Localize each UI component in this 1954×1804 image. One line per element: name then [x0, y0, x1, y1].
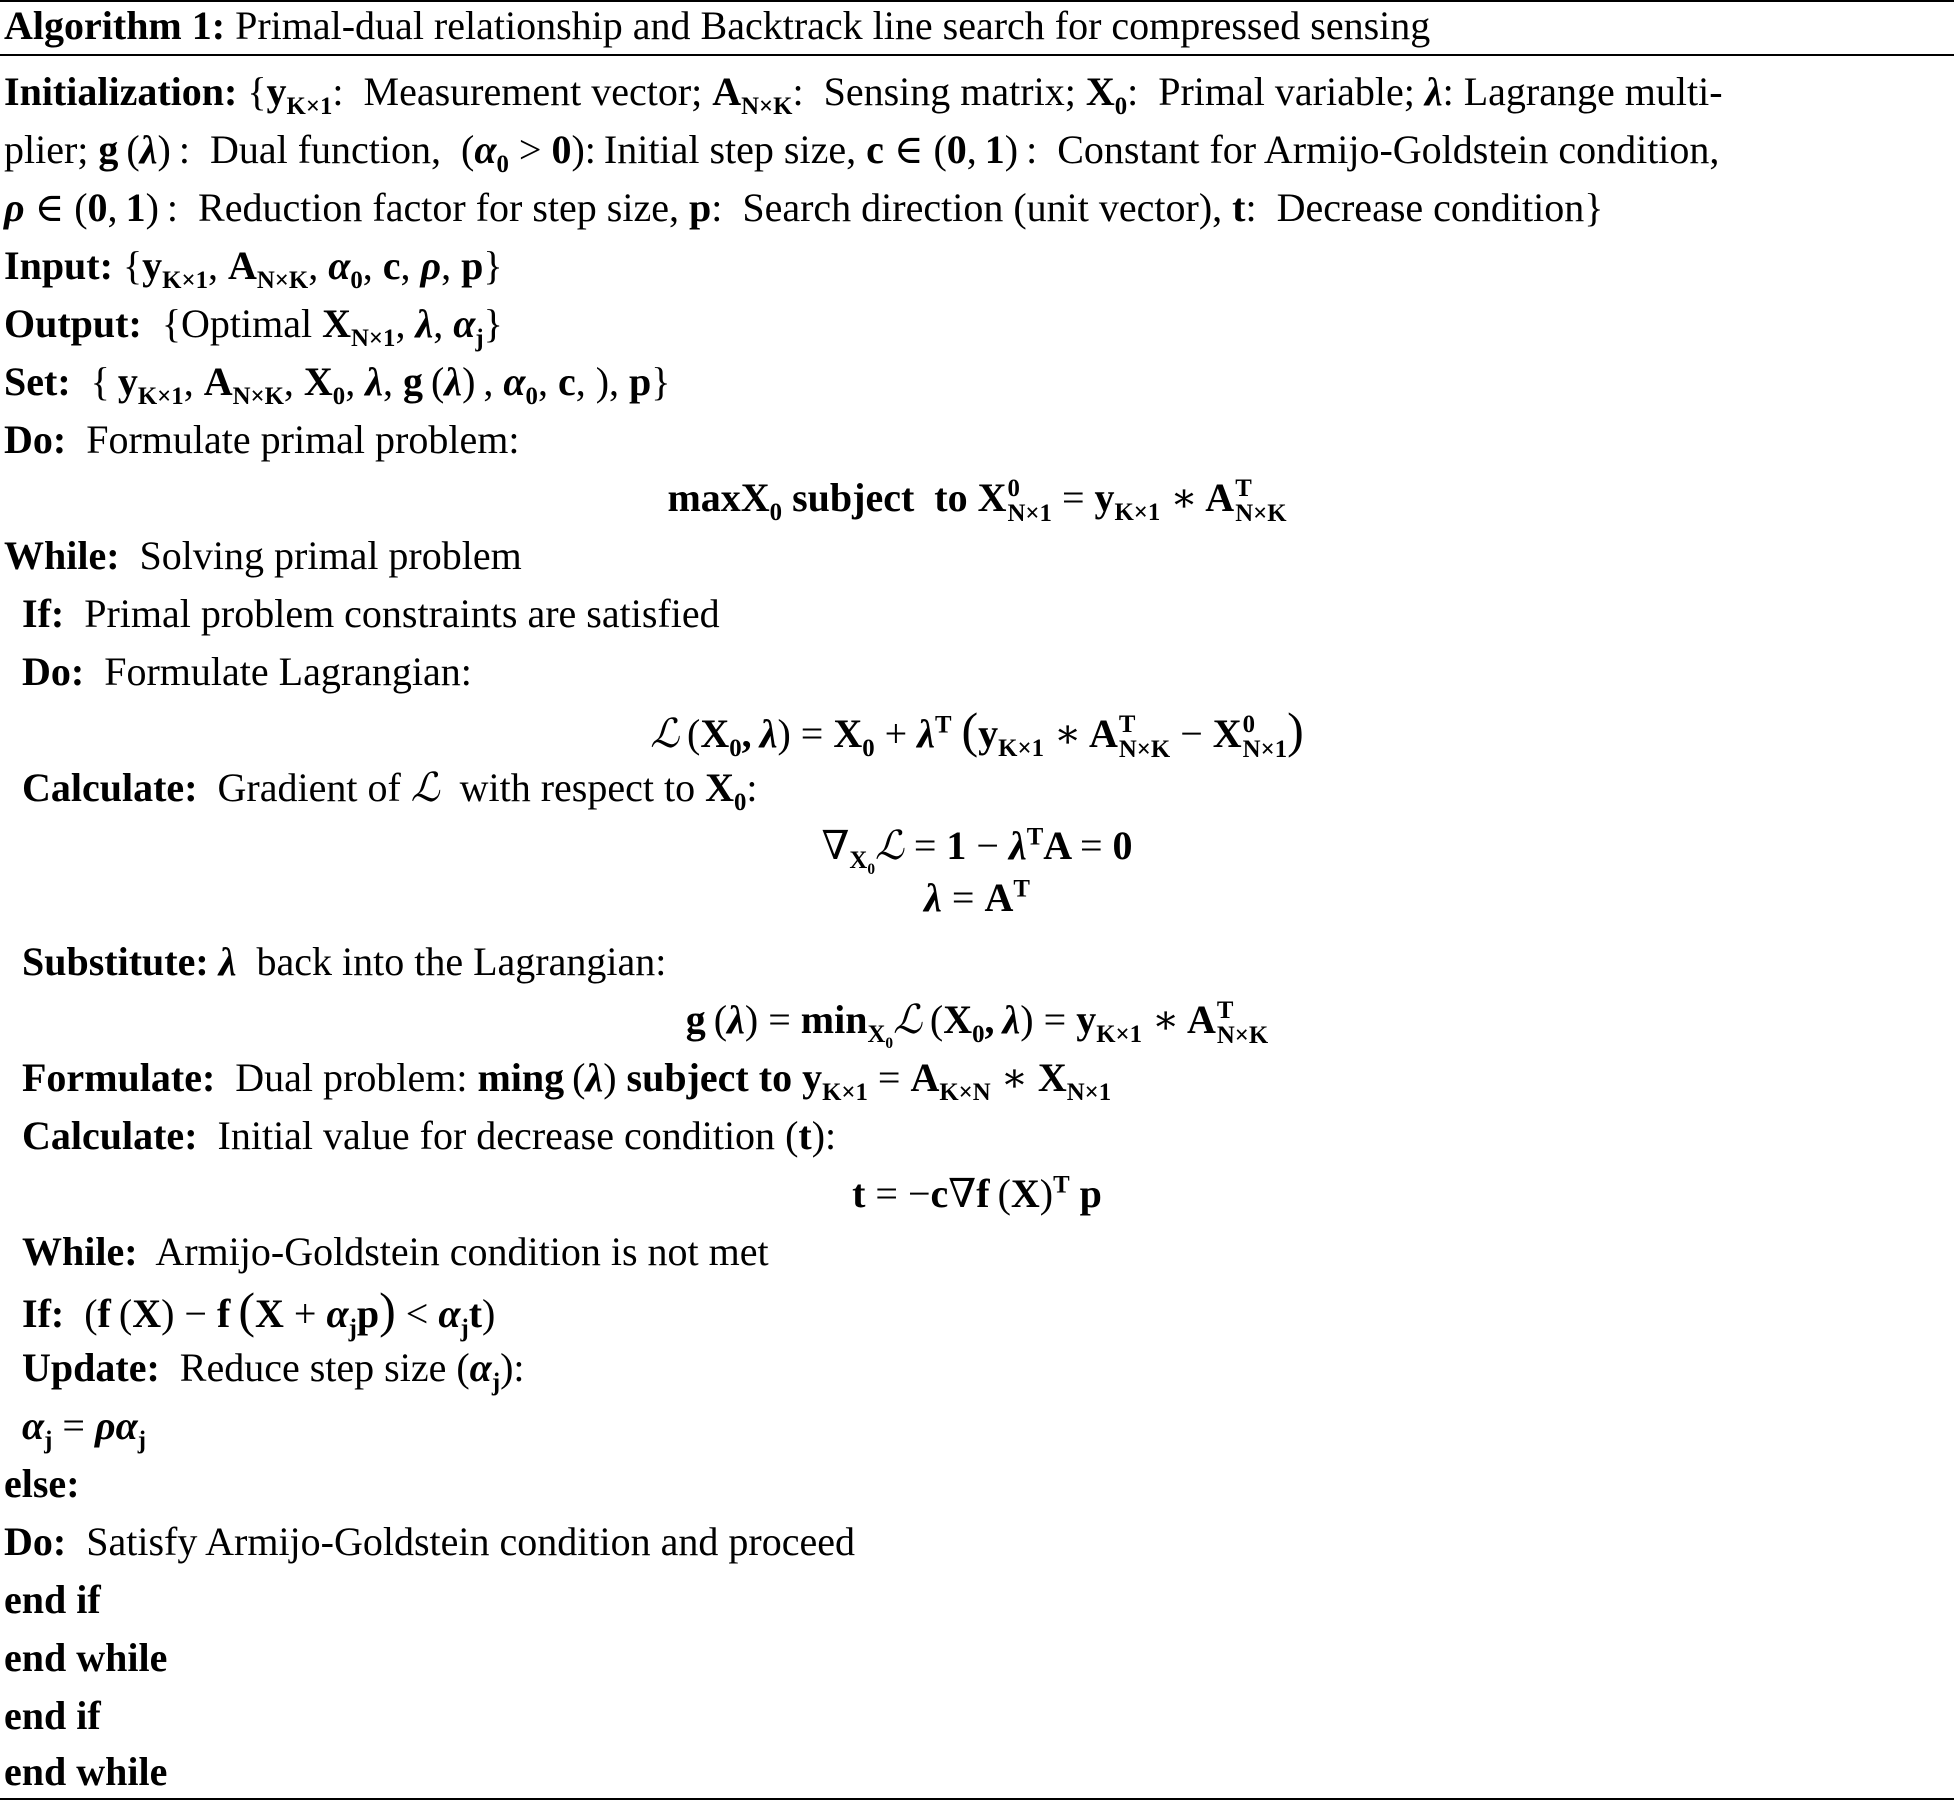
lagrange-text-a: Lagrange multi- — [1463, 69, 1723, 114]
decrease-equation: t = −c∇f $(X)^T$ p — [852, 1171, 1102, 1216]
gradient-equation: $\nabla_{X_0}ℒ = 1 - \lambda^TA = 0$ — [821, 823, 1133, 878]
initialization-label: Initialization: — [4, 69, 238, 114]
do-satisfy-text: Satisfy Armijo-Goldstein condition and proceed — [86, 1519, 855, 1564]
measurement-vector-text: Measurement vector; — [363, 69, 703, 114]
header-rule — [0, 54, 1954, 56]
algorithm-title — [4, 2, 1430, 50]
update-line: Update: Reduce step size $(\alpha_j)$: — [22, 1345, 525, 1396]
alpha-update-line: $\alpha_j = \rho\alpha_j$ — [22, 1403, 146, 1454]
calculate-label: Calculate: — [22, 765, 198, 810]
update-text: Reduce step size — [179, 1345, 447, 1390]
do-primal-line — [4, 416, 519, 464]
bottom-rule — [0, 1798, 1954, 1800]
substitute-line: Substitute: λ back into the Lagrangian: — [22, 939, 667, 984]
formulate-dual-line: Formulate: Dual problem: ming (λ) subject to $y_{K\times 1} = A_{K\times N}$ ∗ $X_{N\times 1}$ — [22, 1055, 1112, 1106]
input-line: Input: {$y_{K\times 1}$, $A_{N\times K}$, $\alpha_0$, c, ρ, p} — [4, 243, 503, 294]
formulate-label: Formulate: — [22, 1055, 216, 1100]
if-constraints-line — [22, 590, 720, 638]
do-label-2: Do: — [22, 649, 85, 694]
dual-function-text: Dual function, — [209, 127, 442, 172]
output-line: Output: {Optimal $X_{N\times 1}$, λ, $\alpha_j$} — [4, 301, 503, 352]
substitute-label: Substitute: — [22, 939, 209, 984]
decrease-condition-text: Decrease condition — [1276, 185, 1585, 230]
do-lagrangian-line — [22, 648, 472, 696]
primal-equation: maxX$_0$ subject to X 0 N×1 = $y_{K\times 1}$ ∗ A T N×K — [667, 475, 1287, 527]
initialization-line-2: plier; g (λ) : Dual function, $(\alpha_0 > 0)$: Initial step size, c ∈ (0, 1) : Constant for Armijo-Goldstein condition, — [4, 127, 1720, 178]
dual-problem-prefix: Dual problem: — [235, 1055, 468, 1100]
lagrange-text-b: plier; — [4, 127, 89, 172]
if-constraints-text: Primal problem constraints are satisfied — [84, 591, 720, 636]
do-label: Do: — [4, 417, 67, 462]
output-label: Output: — [4, 301, 142, 346]
update-label: Update: — [22, 1345, 160, 1390]
sensing-matrix-text: Sensing matrix; — [823, 69, 1076, 114]
else-line — [4, 1460, 80, 1508]
lagrangian-equation: ℒ ($X_0$, $\lambda) = X_0 + \lambda^T$ ($y_{K\times 1}$ ∗ A T N×K − X 0 N×1 ) — [650, 702, 1304, 763]
end-while-label-1: end while — [4, 1635, 168, 1680]
end-if-line-2 — [4, 1692, 101, 1740]
lambda-equation: $\lambda = A^T$ — [924, 875, 1030, 920]
else-label: else: — [4, 1461, 80, 1506]
end-while-line-2 — [4, 1748, 167, 1796]
substitute-text: back into the Lagrangian: — [256, 939, 667, 984]
optimal-text: Optimal — [181, 301, 313, 346]
end-while-line-1 — [4, 1634, 167, 1682]
title-label: Algorithm 1: — [4, 3, 226, 48]
calculate-label-2: Calculate: — [22, 1113, 198, 1158]
reduction-factor-text: Reduction factor for step size, — [198, 185, 679, 230]
do-satisfy-line — [4, 1518, 855, 1566]
do-primal-text: Formulate primal problem: — [86, 417, 520, 462]
end-while-label-2: end while — [4, 1749, 168, 1794]
calculate-gradient-line: Calculate: Gradient of ℒ with respect to $X_0$: — [22, 765, 758, 816]
if-armijo-line: If: (f (X) − f $(X + \alpha_jp) < \alpha_jt$) — [22, 1282, 496, 1342]
if-label-2: If: — [22, 1291, 65, 1336]
initial-step-text: Initial step size, — [603, 127, 857, 172]
while-armijo-text: Armijo-Goldstein condition is not met — [155, 1229, 769, 1274]
initialization-line-3: ρ ∈ (0, 1) : Reduction factor for step size, p: Search direction (unit vector), t: Decrease condition} — [4, 185, 1604, 230]
end-if-label-1: end if — [4, 1577, 101, 1622]
dual-function-equation: g $(\lambda) = \min_{X_0}ℒ$ ($X_0$, $\lambda) = y_{K\times 1}$ ∗ A T N×K — [685, 997, 1269, 1052]
calc-initial-text: Initial value for decrease condition — [217, 1113, 776, 1158]
while-primal-text: Solving primal problem — [139, 533, 522, 578]
if-label: If: — [22, 591, 65, 636]
do-label-3: Do: — [4, 1519, 67, 1564]
do-lagrangian-text: Formulate Lagrangian: — [104, 649, 472, 694]
primal-variable-text: Primal variable; — [1158, 69, 1415, 114]
while-label: While: — [4, 533, 120, 578]
search-direction-text: Search direction (unit vector), — [742, 185, 1223, 230]
title-text: Primal-dual relationship and Backtrack line search for compressed sensing — [235, 3, 1431, 48]
set-line: Set: { $y_{K\times 1}$, $A_{N\times K}$, $X_0$, λ, g (λ) , $\alpha_0$, c, ), p} — [4, 359, 671, 410]
calc-gradient-text-a: Gradient of — [217, 765, 401, 810]
input-label: Input: — [4, 243, 113, 288]
while-label-2: While: — [22, 1229, 138, 1274]
end-if-label-2: end if — [4, 1693, 101, 1738]
set-label: Set: — [4, 359, 71, 404]
calc-gradient-text-b: with respect to — [459, 765, 696, 810]
end-if-line-1 — [4, 1576, 101, 1624]
armijo-constant-text: Constant for Armijo-Goldstein condition, — [1057, 127, 1720, 172]
while-primal-line — [4, 532, 522, 580]
while-armijo-line — [22, 1228, 769, 1276]
calculate-initial-line: Calculate: Initial value for decrease condition (t): — [22, 1113, 837, 1158]
initialization-line-1: Initialization: {$y_{K\times 1}$: Measurement vector; $A_{N\times K}$: Sensing matrix; $X_0$: Primal variable; λ: Lagrange multi- — [4, 69, 1723, 120]
